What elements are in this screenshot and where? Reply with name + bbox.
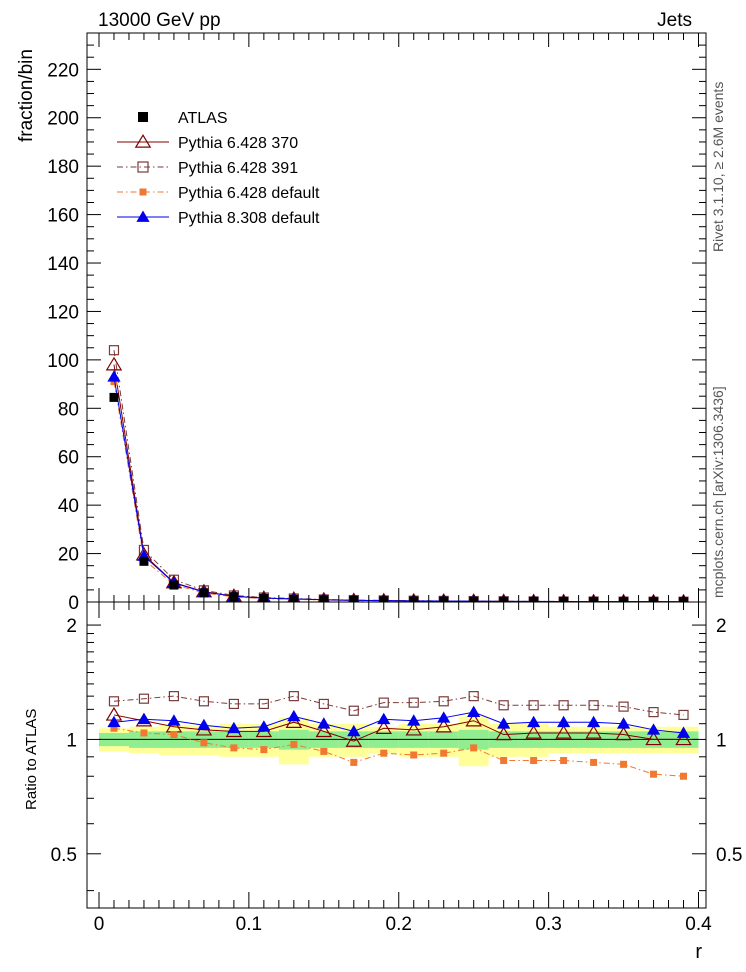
header-right: Jets xyxy=(657,10,692,31)
ratio-p6def-point xyxy=(140,729,147,736)
ratio-xtick-label: 0.4 xyxy=(685,914,712,935)
x-axis-label: r xyxy=(695,941,702,963)
main-ytick-label: 140 xyxy=(47,254,79,276)
legend-p6def-label: Pythia 6.428 default xyxy=(178,185,320,202)
legend-atlas-marker xyxy=(138,112,148,122)
ratio-p6def-point xyxy=(530,757,537,764)
main-ytick-label: 180 xyxy=(47,157,79,179)
ratio-p6def-point xyxy=(500,757,507,764)
legend-atlas-label: ATLAS xyxy=(178,110,228,127)
main-ytick-label: 40 xyxy=(57,496,79,518)
main-ytick-label: 220 xyxy=(47,60,79,82)
ratio-p6def-point xyxy=(350,759,357,766)
ratio-xtick-label: 0.3 xyxy=(535,914,562,935)
ratio-p6def-point xyxy=(410,751,417,758)
ratio-ylabel: Ratio to ATLAS xyxy=(23,708,40,810)
ratio-p6def-point xyxy=(440,750,447,757)
ratio-p6def-point xyxy=(590,759,597,766)
ratio-p6def-point xyxy=(320,748,327,755)
ratio-xtick-label: 0.1 xyxy=(235,914,263,935)
ratio-p6def-point xyxy=(560,757,567,764)
ratio-p6def-point xyxy=(170,731,177,738)
ratio-ytick-label: 0.5 xyxy=(50,844,77,866)
ratio-p6def-point xyxy=(260,746,267,753)
ratio-p6def-point xyxy=(290,741,297,748)
main-ytick-label: 0 xyxy=(68,593,79,614)
main-atlas-point xyxy=(169,581,178,590)
main-atlas-point xyxy=(109,393,118,402)
main-ytick-label: 100 xyxy=(47,350,79,372)
ratio-p6def-point xyxy=(380,750,387,757)
legend-p391-label: Pythia 6.428 391 xyxy=(178,160,299,177)
legend-p370-label: Pythia 6.428 370 xyxy=(178,135,299,152)
ratio-panel-bands xyxy=(87,602,706,908)
main-ytick-label: 200 xyxy=(47,108,79,130)
header-left: 13000 GeV pp xyxy=(98,10,221,31)
ratio-p6def-point xyxy=(620,761,627,768)
rivet-label: Rivet 3.1.10, ≥ 2.6M events xyxy=(710,81,726,252)
ratio-ytick-label: 2 xyxy=(66,616,77,638)
ratio-p6def-point xyxy=(470,744,477,751)
legend-p6def-marker xyxy=(140,189,147,196)
main-ytick-label: 80 xyxy=(57,399,79,421)
ratio-ytick-label-right: 2 xyxy=(716,616,727,638)
main-atlas-point xyxy=(139,557,148,566)
ratio-ytick-label-right: 1 xyxy=(716,730,727,752)
ratio-p6def-point xyxy=(680,773,687,780)
main-ytick-label: 120 xyxy=(47,302,79,324)
ratio-p6def-point xyxy=(200,739,207,746)
main-ytick-label: 20 xyxy=(57,544,79,566)
ratio-xtick-label: 0.2 xyxy=(385,914,412,935)
ratio-ytick-label: 1 xyxy=(66,730,77,752)
ratio-xtick-label: 0 xyxy=(93,914,105,935)
mcplots-label: mcplots.cern.ch [arXiv:1306.3436] xyxy=(710,386,726,598)
main-ytick-label: 160 xyxy=(47,205,79,227)
main-ylabel: fraction/bin xyxy=(16,49,37,142)
legend-p8def-label: Pythia 8.308 default xyxy=(178,210,320,227)
ratio-frame-fill xyxy=(87,602,706,908)
main-ytick-label: 60 xyxy=(57,447,79,469)
ratio-ytick-label-right: 0.5 xyxy=(716,844,743,866)
ratio-p6def-point xyxy=(650,771,657,778)
ratio-p6def-point xyxy=(230,744,237,751)
